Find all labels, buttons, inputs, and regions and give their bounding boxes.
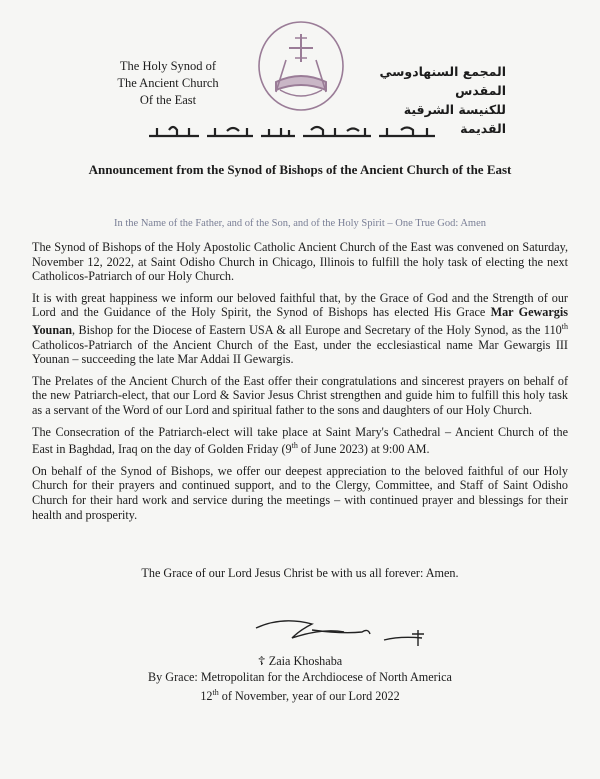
paragraph-4-part-b: of June 2023) at 9:00 AM. [297, 442, 430, 457]
paragraph-5: On behalf of the Synod of Bishops, we offer our deepest appreciation to the beloved faithful of our Holy Church for their prayers and continued support, and to the Clergy, Committee, and Staff of Saint Odisho Church for their hard work and service during the meetings – with continued prayer and blessings for their health and prosperity. [32, 463, 568, 522]
header-english-line-2: The Ancient Church [117, 76, 219, 90]
date-day: 12 [200, 689, 213, 704]
header-arabic-line-2: للكنيسة الشرقية القديمة [403, 102, 506, 136]
closing-blessing: The Grace of our Lord Jesus Christ be with us all forever: Amen. [141, 566, 459, 580]
header-english-line-1: The Holy Synod of [119, 59, 217, 73]
handwritten-signature [252, 610, 432, 654]
header-english-line-3: Of the East [139, 93, 197, 107]
paragraph-4 [32, 425, 568, 457]
paragraph-2 [32, 291, 568, 367]
signature-block [20, 653, 580, 704]
signature-date [20, 685, 580, 704]
patriarch-elect-name: Mar Gewargis Younan [32, 305, 569, 338]
announcement-body [32, 240, 568, 529]
church-emblem-logo [256, 20, 346, 112]
date-ordinal: th [212, 688, 219, 697]
ordinal-suffix: th [561, 321, 568, 331]
paragraph-2-part-a: It is with great happiness we inform our beloved faithful that, by the Grace of God and the Strength of our Lord and the Guidance of the Holy Spirit, the Synod of Bishops has elected His Grace [32, 290, 568, 320]
paragraph-3: The Prelates of the Ancient Church of the East offer their congratulations and sincerest prayers on behalf of the new Patriarch-elect, that our Lord & Savior Jesus Christ strengthen and guide him to fulfill this holy task as a servant of the Word of our Lord and spiritual father to the sons and daughters of our Holy Church. [32, 373, 568, 417]
paragraph-1: The Synod of Bishops of the Holy Apostolic Catholic Ancient Church of the East was convened on Saturday, November 12, 2022, at Saint Odisho Church in Chicago, Illinois to fulfill the holy task of electing the next Catholicos-Patriarch of our Holy Church. [32, 240, 568, 284]
ordinal-suffix: th [291, 441, 298, 451]
header-arabic-line-1: المجمع السنهادوسي المقدس [379, 64, 506, 98]
syriac-script-graphic [145, 122, 445, 144]
signatory-title: By Grace: Metropolitan for the Archdiocese of North America [148, 670, 452, 684]
paragraph-2-part-c: Catholicos-Patriarch of the Ancient Church of the East, under the ecclesiastical name Mar Gewargis III Younan – succeeding the late Mar Addai II Gewargis. [32, 337, 568, 367]
invocation-line: In the Name of the Father, and of the Son, and of the Holy Spirit – One True God: Amen [114, 218, 486, 229]
paragraph-4-part-a: The Consecration of the Patriarch-elect will take place at Saint Mary's Cathedral – Ancient Church of the East in Baghdad, Iraq on the day of Golden Friday (9 [32, 424, 568, 457]
signatory-name: ☦ Zaia Khoshaba [257, 654, 343, 668]
date-rest: of November, year of our Lord 2022 [218, 689, 400, 704]
paragraph-2-part-b: , Bishop for the Diocese of Eastern USA & all Europe and Secretary of the Holy Synod, as the 110 [71, 323, 562, 338]
header-english [98, 58, 238, 109]
syriac-inscription [145, 122, 445, 144]
announcement-title: Announcement from the Synod of Bishops of the Ancient Church of the East [88, 162, 512, 177]
